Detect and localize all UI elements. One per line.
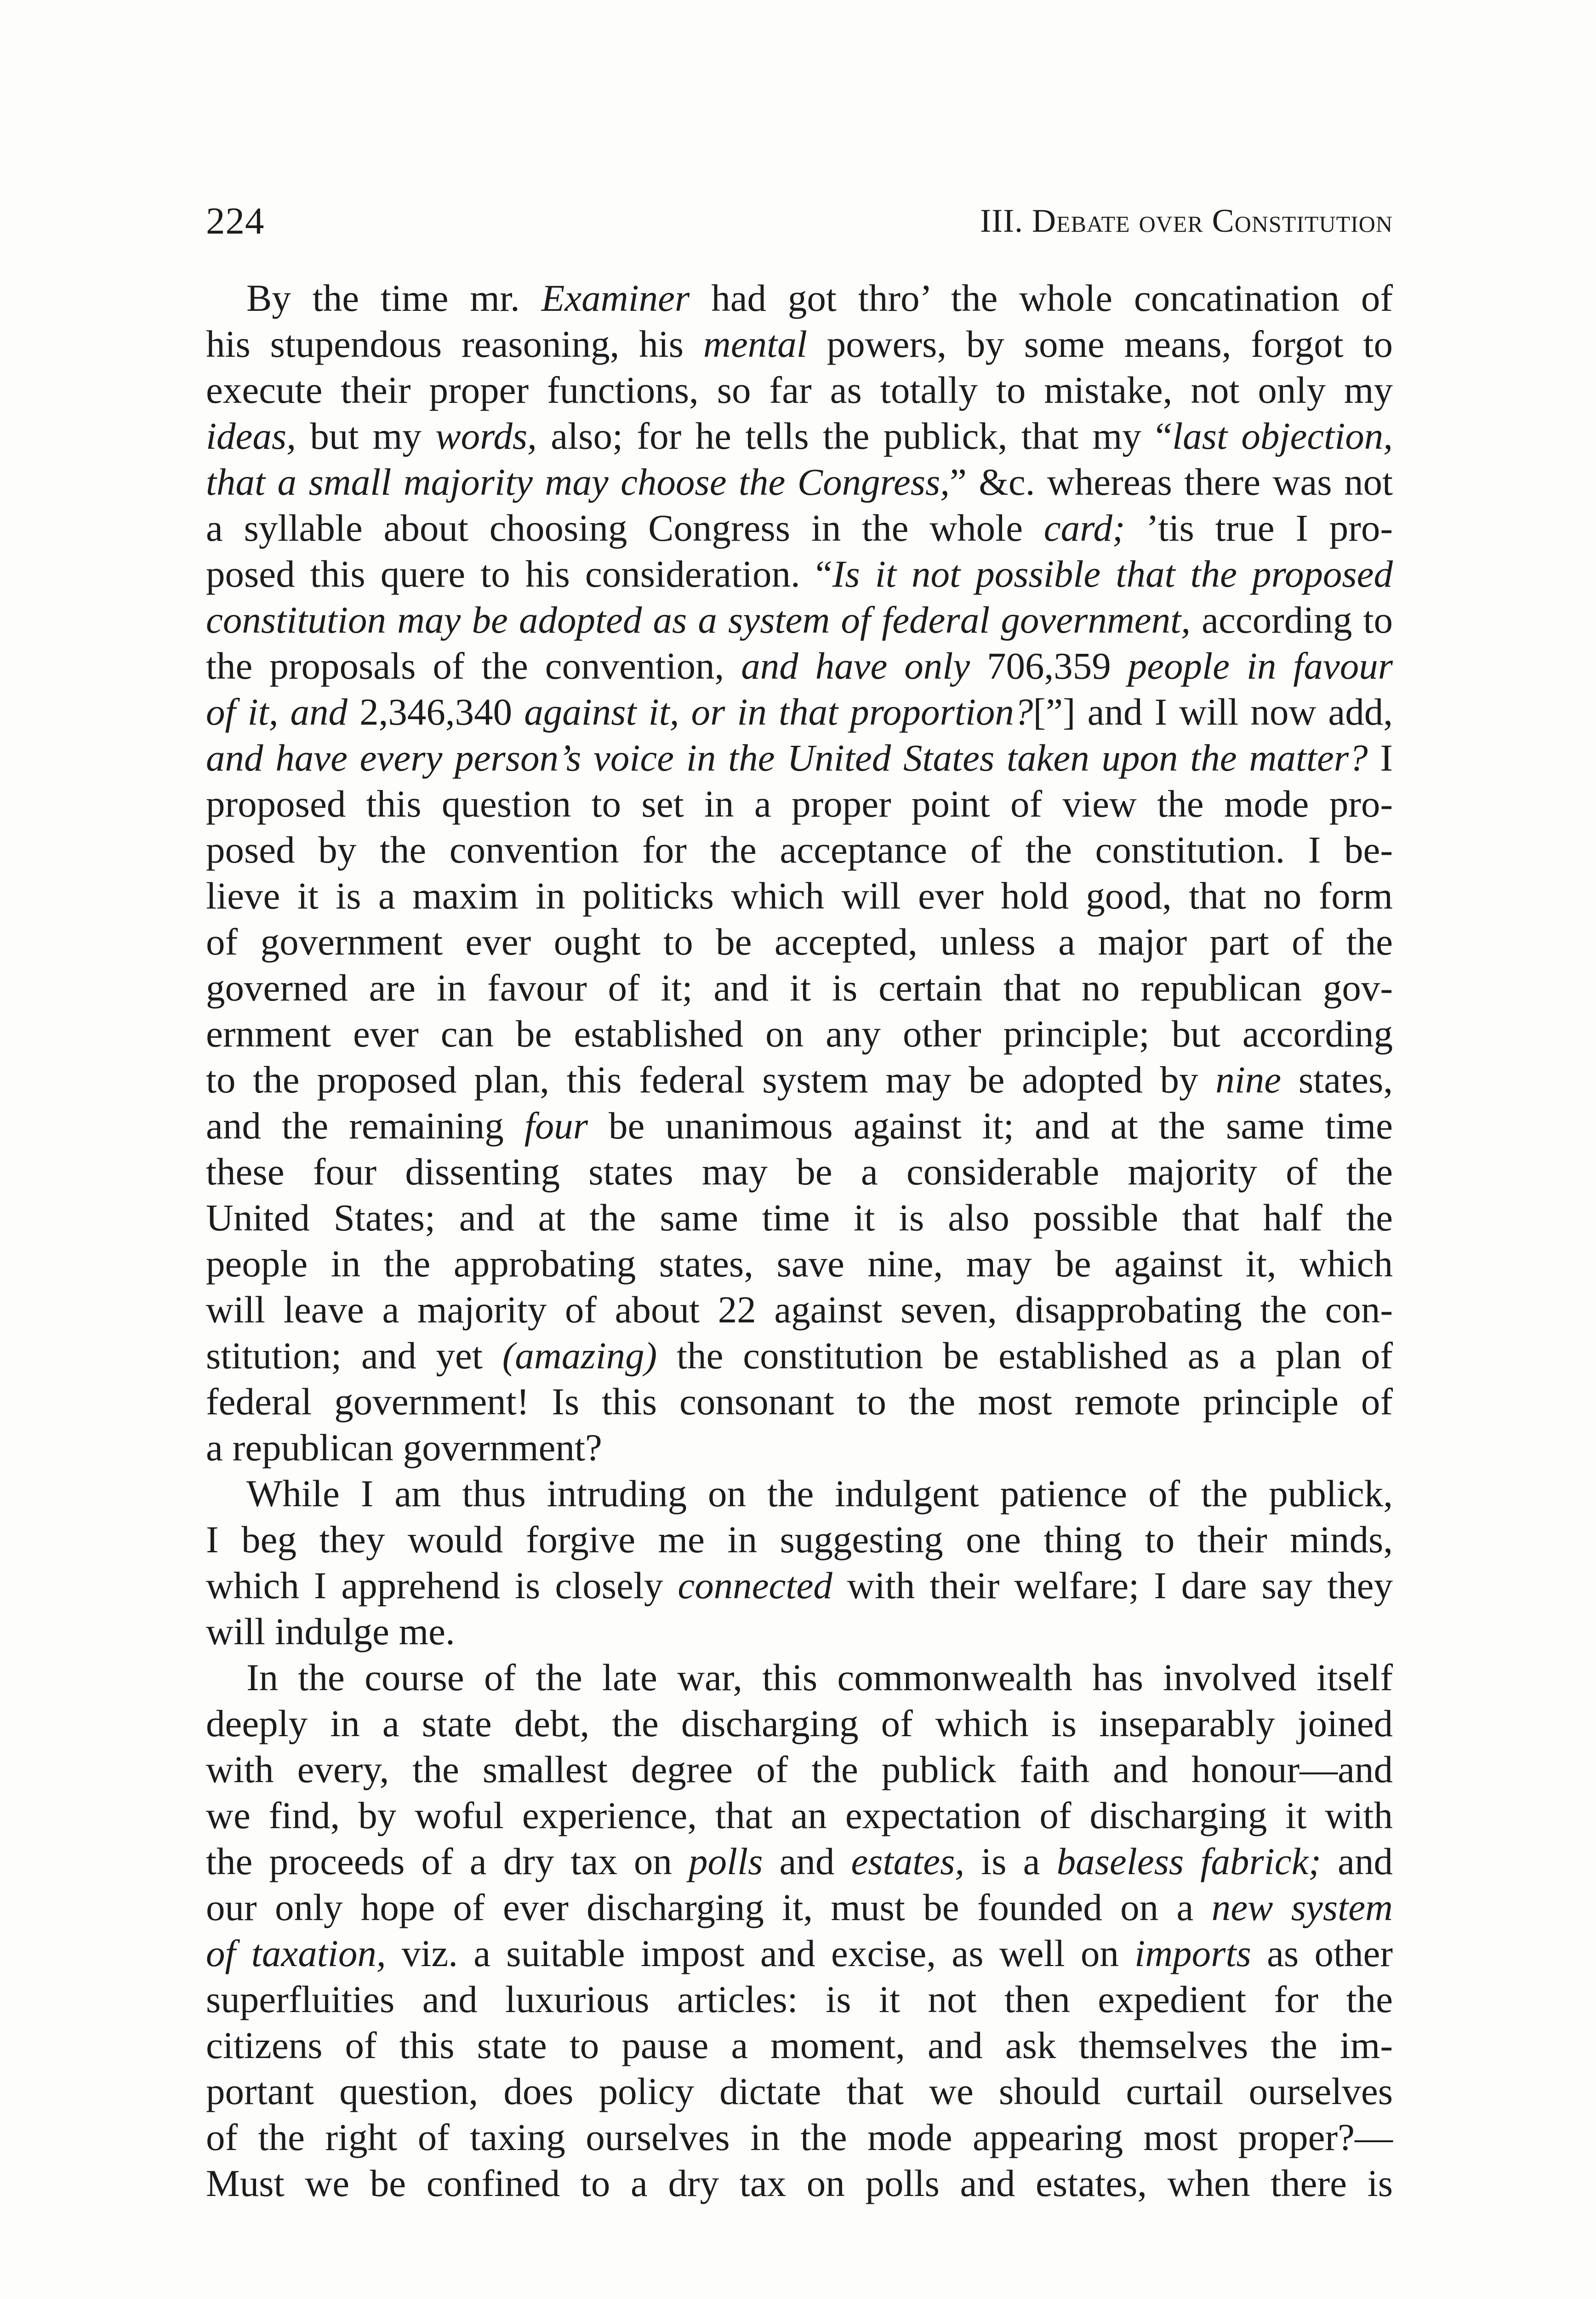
italic-text-segment: Is it not possible that the proposed — [832, 553, 1393, 595]
text-segment: 706,359 — [970, 645, 1128, 687]
text-segment: we find, by woful experience, that an expectation of discharging it with — [206, 1794, 1393, 1836]
text-line — [206, 1562, 1393, 1608]
text-segment: [”] and I will now add, — [1033, 691, 1393, 733]
italic-text-segment: mental — [703, 323, 807, 365]
text-segment: will indulge me. — [206, 1610, 455, 1653]
text-line — [206, 873, 1393, 919]
text-segment: ernment ever can be established on any other principle; but according — [206, 1012, 1393, 1055]
text-line — [206, 2114, 1393, 2160]
text-line — [206, 1149, 1393, 1195]
text-line — [206, 1424, 1393, 1470]
text-line — [206, 1654, 1393, 1700]
italic-text-segment: that a small majority may choose the Congress, — [206, 461, 950, 503]
text-segment: United States; and at the same time it is also possible that half the — [206, 1196, 1393, 1239]
text-segment: and the remaining — [206, 1104, 524, 1147]
text-segment: to the proposed plan, this federal system may be adopted by — [206, 1058, 1216, 1101]
text-segment: Must we be confined to a dry tax on polls and estates, when there is — [206, 2162, 1393, 2204]
text-segment: which I apprehend is closely — [206, 1564, 678, 1607]
italic-text-segment: baseless fabrick; — [1056, 1840, 1322, 1882]
italic-text-segment: nine — [1215, 1058, 1282, 1101]
text-segment: the constitution be established as a plan of — [657, 1334, 1393, 1377]
italic-text-segment: estates, — [851, 1840, 965, 1882]
text-segment: 2,346,340 — [348, 691, 524, 733]
text-segment: the proceeds of a dry tax on — [206, 1840, 689, 1882]
text-segment: powers, by some means, forgot to — [807, 323, 1393, 365]
text-line — [206, 1976, 1393, 2022]
text-segment: governed are in favour of it; and it is certain that no republican gov- — [206, 966, 1393, 1009]
italic-text-segment: ideas, — [206, 415, 296, 457]
text-segment: according to — [1190, 599, 1393, 641]
text-segment: states, — [1281, 1058, 1393, 1101]
text-segment: had got thro’ the whole concatination of — [690, 277, 1393, 319]
text-line — [206, 505, 1393, 551]
text-segment: and — [763, 1840, 851, 1882]
text-segment: proposed this question to set in a proper point of view the mode pro- — [206, 783, 1393, 825]
text-segment: also; for he tells the publick, that my “ — [536, 415, 1173, 457]
text-segment: people in the approbating states, save nine, may be against it, which — [206, 1242, 1393, 1285]
body-text — [206, 275, 1393, 2206]
italic-text-segment: words, — [435, 415, 537, 457]
text-line — [206, 1470, 1393, 1516]
text-segment: a republican government? — [206, 1426, 602, 1469]
italic-text-segment: people in favour — [1128, 645, 1393, 687]
text-segment: with their welfare; I dare say they — [832, 1564, 1393, 1607]
italic-text-segment: (amazing) — [502, 1334, 657, 1377]
text-line — [206, 965, 1393, 1011]
text-segment: will leave a majority of about 22 against seven, disapprobating the con- — [206, 1288, 1393, 1331]
page-number: 224 — [206, 200, 265, 242]
text-line — [206, 1516, 1393, 1562]
text-line — [206, 1103, 1393, 1149]
text-line — [206, 643, 1393, 689]
text-segment: our only hope of ever discharging it, must be founded on a — [206, 1886, 1212, 1928]
text-segment: posed by the convention for the acceptance of the constitution. I be- — [206, 829, 1393, 871]
text-segment: citizens of this state to pause a moment, and ask themselves the im- — [206, 2024, 1393, 2066]
text-segment: I beg they would forgive me in suggesting one thing to their minds, — [206, 1518, 1393, 1561]
text-segment: and — [1321, 1840, 1393, 1882]
text-segment: posed this quere to his consideration. “ — [206, 553, 832, 595]
running-head — [206, 195, 1393, 246]
text-segment: In the course of the late war, this commonwealth has involved itself — [246, 1656, 1393, 1699]
text-segment: deeply in a state debt, the discharging of which is inseparably joined — [206, 1702, 1393, 1744]
italic-text-segment: last objection, — [1172, 415, 1393, 457]
text-line — [206, 1195, 1393, 1241]
text-segment: While I am thus intruding on the indulgent patience of the publick, — [246, 1472, 1393, 1515]
text-line — [206, 1011, 1393, 1057]
italic-text-segment: polls — [689, 1840, 763, 1882]
italic-text-segment: constitution may be adopted as a system of federal government, — [206, 599, 1191, 641]
italic-text-segment: new system — [1211, 1886, 1393, 1928]
text-line — [206, 597, 1393, 643]
text-segment: ” &c. whereas there was not — [950, 461, 1393, 503]
text-line — [206, 1884, 1393, 1930]
text-segment: a syllable about choosing Congress in the whole — [206, 507, 1044, 549]
italic-text-segment: imports — [1134, 1932, 1251, 1974]
italic-text-segment: connected — [678, 1564, 832, 1607]
italic-text-segment: card; — [1043, 507, 1125, 549]
text-line — [206, 781, 1393, 827]
text-segment: be unanimous against it; and at the same time — [588, 1104, 1393, 1147]
text-line — [206, 2068, 1393, 2114]
text-line — [206, 459, 1393, 505]
text-line — [206, 367, 1393, 413]
italic-text-segment: of it, and — [206, 691, 348, 733]
text-line — [206, 689, 1393, 735]
text-segment: portant question, does policy dictate that we should curtail ourselves — [206, 2070, 1393, 2112]
text-segment: I — [1368, 737, 1393, 779]
italic-text-segment: and have only — [741, 645, 970, 687]
text-line — [206, 2022, 1393, 2068]
italic-text-segment: Examiner — [541, 277, 690, 319]
text-segment: federal government! Is this consonant to the most remote principle of — [206, 1380, 1393, 1423]
text-segment: ’tis true I pro- — [1125, 507, 1393, 549]
text-line — [206, 1608, 1393, 1654]
text-segment: but my — [296, 415, 436, 457]
text-segment: superfluities and luxurious articles: is it not then expedient for the — [206, 1978, 1393, 2020]
text-line — [206, 1241, 1393, 1287]
text-line — [206, 735, 1393, 781]
text-segment: is a — [964, 1840, 1057, 1882]
text-line — [206, 551, 1393, 597]
text-line — [206, 1792, 1393, 1838]
text-line — [206, 1930, 1393, 1976]
italic-text-segment: against it, or in that proportion? — [524, 691, 1033, 733]
text-segment: of government ever ought to be accepted, unless a major part of the — [206, 921, 1393, 963]
italic-text-segment: and have every person’s voice in the United States taken upon the matter? — [206, 737, 1368, 779]
text-segment: By the time mr. — [246, 277, 542, 319]
text-line — [206, 1287, 1393, 1333]
italic-text-segment: of taxation, — [206, 1932, 386, 1974]
section-title: III. Debate over Constitution — [980, 202, 1393, 239]
text-line — [206, 1746, 1393, 1792]
text-line — [206, 919, 1393, 965]
text-line — [206, 1700, 1393, 1746]
text-line — [206, 1838, 1393, 1884]
text-segment: lieve it is a maxim in politicks which will ever hold good, that no form — [206, 875, 1393, 917]
text-segment: of the right of taxing ourselves in the mode appearing most proper?— — [206, 2116, 1393, 2158]
text-segment: his stupendous reasoning, his — [206, 323, 703, 365]
text-line — [206, 275, 1393, 321]
text-segment: as other — [1251, 1932, 1393, 1974]
text-segment: execute their proper functions, so far as totally to mistake, not only my — [206, 369, 1393, 411]
text-segment: these four dissenting states may be a considerable majority of the — [206, 1150, 1393, 1193]
text-segment: stitution; and yet — [206, 1334, 502, 1377]
text-line — [206, 321, 1393, 367]
text-line — [206, 827, 1393, 873]
text-segment: with every, the smallest degree of the publick faith and honour—and — [206, 1748, 1393, 1790]
text-line — [206, 1057, 1393, 1103]
text-line — [206, 2160, 1393, 2206]
text-line — [206, 1333, 1393, 1378]
text-line — [206, 1378, 1393, 1424]
italic-text-segment: four — [524, 1104, 588, 1147]
text-segment: viz. a suitable impost and excise, as well on — [386, 1932, 1135, 1974]
text-segment: the proposals of the convention, — [206, 645, 741, 687]
text-line — [206, 413, 1393, 459]
